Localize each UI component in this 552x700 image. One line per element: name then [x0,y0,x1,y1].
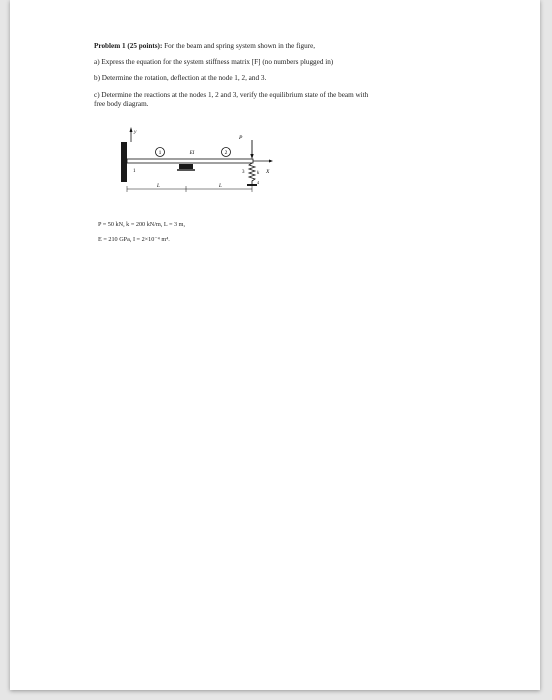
element1-label: 1 [158,150,162,156]
element2-label: 2 [224,150,228,156]
load-label: P [239,135,243,141]
given-values-line1: P = 50 kN, k = 200 kN/m, L = 3 m, [98,221,186,228]
roller-support [179,164,193,169]
problem-points: (25 points): [127,42,163,50]
beam [127,159,253,163]
spring [249,163,255,184]
given-values-line2: E = 210 GPa, I = 2×10⁻⁴ m⁴. [98,236,170,243]
node4-label: 4 [257,180,259,185]
beam-spring-figure [118,126,278,198]
node1-label: 1 [133,169,136,174]
fixed-wall-support [121,142,127,182]
load-arrowhead [250,154,253,159]
span1-label: L [157,184,160,189]
problem-intro: For the beam and spring system shown in the figure, [164,42,316,50]
x-axis-arrowhead [269,160,273,163]
part-c-continuation: free body diagram. [94,100,149,108]
stiffness-label: EI [189,151,195,156]
spring-label: k [257,171,260,176]
part-a-text: a) Express the equation for the system stiffness matrix [F] (no numbers plugged in) [94,58,334,66]
part-b-text: b) Determine the rotation, deflection at the node 1, 2, and 3. [94,74,267,82]
part-c-text: c) Determine the reactions at the nodes 1, 2 and 3, verify the equilibrium state of the beam with [94,91,369,99]
x-axis-label: X [266,169,270,175]
problem-title: Problem 1 [94,42,126,50]
document-page [10,0,540,690]
spring-ground [247,184,257,186]
problem-heading-line [94,42,315,51]
y-axis-label: y [134,129,137,135]
span2-label: L [219,184,222,189]
beam-diagram [118,126,278,198]
y-axis-arrowhead [130,127,133,132]
node3-label: 3 [242,170,245,175]
roller-ground [177,169,195,171]
